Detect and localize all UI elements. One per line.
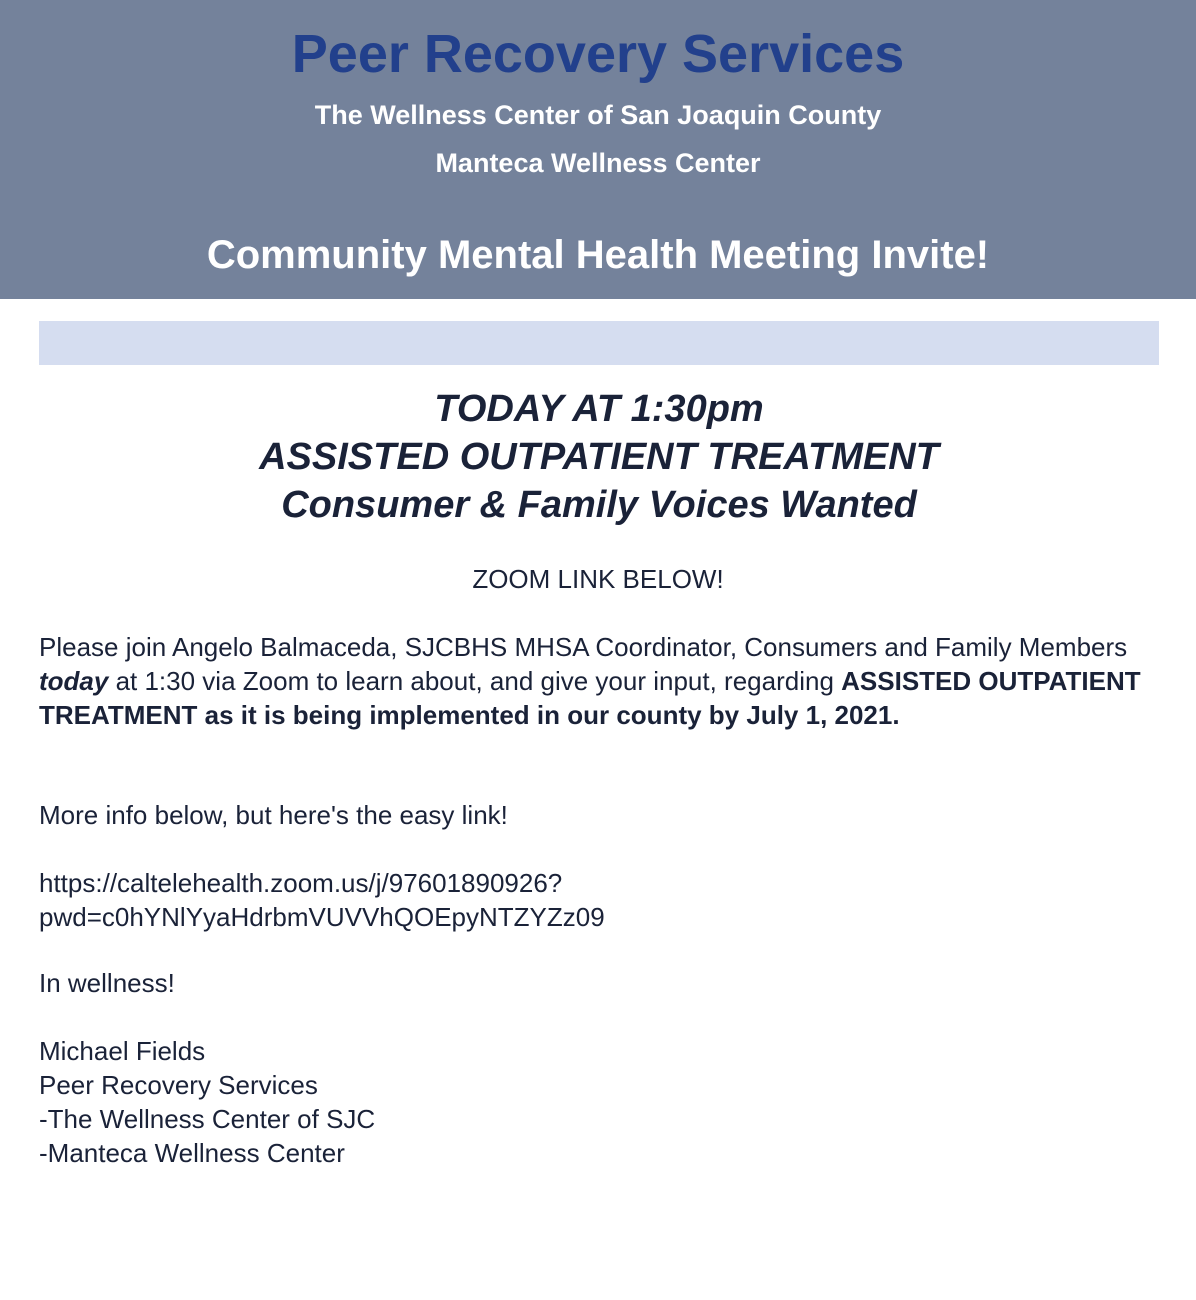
divider-band <box>39 321 1159 365</box>
event-headline <box>39 385 1159 529</box>
signature-block <box>39 1034 1149 1170</box>
more-info-text: More info below, but here's the easy link! <box>39 800 508 830</box>
zoom-link-line-2[interactable]: pwd=c0hYNlYyaHdrbmVUVVhQOEpyNTZYZz09 <box>39 902 605 932</box>
org-subtitle-wellness-center: The Wellness Center of San Joaquin County <box>314 100 882 130</box>
email-header <box>0 0 1196 299</box>
signature-name: Michael Fields <box>39 1036 206 1066</box>
org-title: Peer Recovery Services <box>291 24 905 84</box>
invite-heading: Community Mental Health Meeting Invite! <box>206 233 990 277</box>
headline-tagline: Consumer & Family Voices Wanted <box>281 484 917 526</box>
zoom-link-line-1[interactable]: https://caltelehealth.zoom.us/j/97601890926? <box>39 868 563 898</box>
closing-text: In wellness! <box>39 968 175 998</box>
zoom-callout: ZOOM LINK BELOW! <box>472 564 724 594</box>
signature-location-2: -Manteca Wellness Center <box>39 1138 345 1168</box>
intro-paragraph <box>39 630 1149 732</box>
org-subtitle-manteca: Manteca Wellness Center <box>435 148 761 178</box>
intro-text-1: Please join Angelo Balmaceda, SJCBHS MHSA Coordinator, Consumers and Family Members <box>39 632 1128 662</box>
headline-topic: ASSISTED OUTPATIENT TREATMENT <box>259 436 939 478</box>
headline-time: TODAY AT 1:30pm <box>434 388 764 430</box>
signature-org: Peer Recovery Services <box>39 1070 318 1100</box>
signature-location-1: -The Wellness Center of SJC <box>39 1104 376 1134</box>
intro-bold-statement: ASSISTED OUTPATIENT TREATMENT as it is being implemented in our county by July 1, 2021. <box>39 666 1141 730</box>
intro-emphasis: today <box>39 666 109 696</box>
zoom-link[interactable] <box>39 866 1149 934</box>
intro-text-2: at 1:30 via Zoom to learn about, and give your input, regarding <box>108 666 842 696</box>
